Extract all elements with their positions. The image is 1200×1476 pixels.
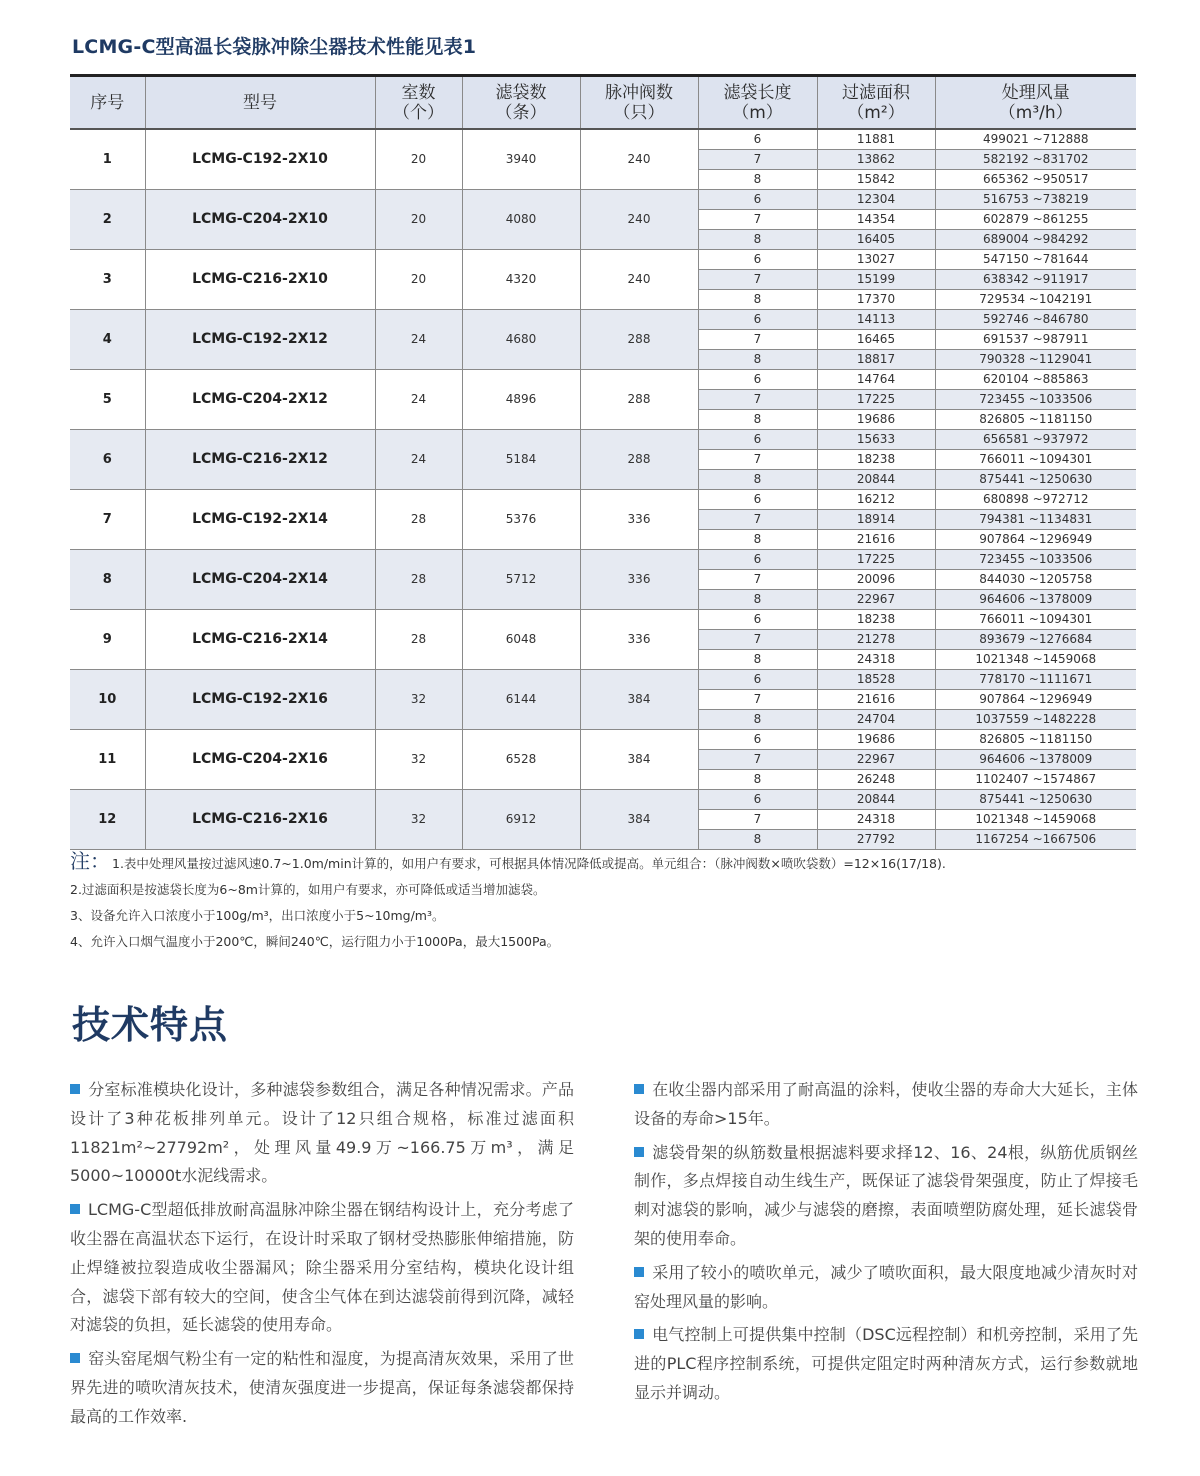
cell-air-volume: 778170 ~1111671 bbox=[935, 670, 1136, 690]
cell-filter-area: 18238 bbox=[817, 610, 935, 630]
cell-rooms: 24 bbox=[375, 370, 462, 430]
cell-bag-length: 6 bbox=[698, 730, 817, 750]
cell-valves: 288 bbox=[580, 370, 698, 430]
square-bullet-icon bbox=[634, 1147, 644, 1157]
cell-rooms: 28 bbox=[375, 490, 462, 550]
header-seq: 序号 bbox=[70, 76, 145, 130]
header-model: 型号 bbox=[145, 76, 375, 130]
cell-air-volume: 826805 ~1181150 bbox=[935, 730, 1136, 750]
cell-filter-area: 20096 bbox=[817, 570, 935, 590]
feature-item: 滤袋骨架的纵筋数量根据滤料要求择12、16、24根，纵筋优质钢丝制作，多点焊接自动生线生产，既保证了滤袋骨架强度，防止了焊接毛刺对滤袋的影响，减少与滤袋的磨擦，表面喷塑防腐处理，延长滤袋骨架的使用奉命。 bbox=[634, 1142, 1138, 1248]
cell-filter-area: 17225 bbox=[817, 550, 935, 570]
cell-air-volume: 665362 ~950517 bbox=[935, 170, 1136, 190]
cell-bags: 5712 bbox=[462, 550, 580, 610]
cell-model: LCMG-C204-2X10 bbox=[145, 190, 375, 250]
cell-bags: 5184 bbox=[462, 430, 580, 490]
cell-bag-length: 7 bbox=[698, 810, 817, 830]
notes bbox=[70, 848, 946, 955]
cell-bags: 5376 bbox=[462, 490, 580, 550]
cell-air-volume: 499021 ~712888 bbox=[935, 129, 1136, 150]
cell-filter-area: 14354 bbox=[817, 210, 935, 230]
table-row bbox=[70, 190, 1136, 210]
cell-bag-length: 8 bbox=[698, 770, 817, 790]
table-row bbox=[70, 250, 1136, 270]
cell-model: LCMG-C192-2X14 bbox=[145, 490, 375, 550]
cell-model: LCMG-C192-2X16 bbox=[145, 670, 375, 730]
feature-item: 在收尘器内部采用了耐高温的涂料，使收尘器的寿命大大延长，主体设备的寿命>15年。 bbox=[634, 1080, 1138, 1128]
cell-model: LCMG-C192-2X12 bbox=[145, 310, 375, 370]
cell-valves: 336 bbox=[580, 550, 698, 610]
cell-bag-length: 7 bbox=[698, 750, 817, 770]
cell-seq: 11 bbox=[70, 730, 145, 790]
cell-bag-length: 8 bbox=[698, 410, 817, 430]
cell-bag-length: 7 bbox=[698, 270, 817, 290]
cell-air-volume: 964606 ~1378009 bbox=[935, 590, 1136, 610]
table-row bbox=[70, 370, 1136, 390]
cell-air-volume: 723455 ~1033506 bbox=[935, 550, 1136, 570]
table-row bbox=[70, 310, 1136, 330]
cell-filter-area: 15633 bbox=[817, 430, 935, 450]
table-header-row bbox=[70, 76, 1136, 130]
cell-air-volume: 1167254 ~1667506 bbox=[935, 830, 1136, 850]
cell-bag-length: 7 bbox=[698, 630, 817, 650]
cell-model: LCMG-C216-2X12 bbox=[145, 430, 375, 490]
cell-filter-area: 18914 bbox=[817, 510, 935, 530]
cell-filter-area: 16405 bbox=[817, 230, 935, 250]
square-bullet-icon bbox=[634, 1267, 644, 1277]
cell-rooms: 32 bbox=[375, 670, 462, 730]
cell-valves: 288 bbox=[580, 430, 698, 490]
cell-model: LCMG-C216-2X14 bbox=[145, 610, 375, 670]
note-line-3: 3、设备允许入口浓度小于100g/m³，出口浓度小于5~10mg/m³。 bbox=[70, 908, 445, 923]
cell-bag-length: 7 bbox=[698, 690, 817, 710]
cell-air-volume: 790328 ~1129041 bbox=[935, 350, 1136, 370]
cell-filter-area: 18238 bbox=[817, 450, 935, 470]
cell-bag-length: 6 bbox=[698, 610, 817, 630]
cell-bags: 6048 bbox=[462, 610, 580, 670]
header-valves: 脉冲阀数 （只） bbox=[580, 76, 698, 130]
cell-filter-area: 18528 bbox=[817, 670, 935, 690]
cell-bag-length: 6 bbox=[698, 430, 817, 450]
cell-filter-area: 22967 bbox=[817, 750, 935, 770]
cell-rooms: 24 bbox=[375, 310, 462, 370]
table-row bbox=[70, 610, 1136, 630]
cell-air-volume: 826805 ~1181150 bbox=[935, 410, 1136, 430]
cell-bag-length: 8 bbox=[698, 530, 817, 550]
note-line-4: 4、允许入口烟气温度小于200℃，瞬间240℃，运行阻力小于1000Pa，最大1500Pa。 bbox=[70, 934, 560, 949]
cell-bag-length: 6 bbox=[698, 129, 817, 150]
header-bag-length: 滤袋长度 （m） bbox=[698, 76, 817, 130]
cell-air-volume: 964606 ~1378009 bbox=[935, 750, 1136, 770]
cell-bags: 6528 bbox=[462, 730, 580, 790]
cell-filter-area: 11881 bbox=[817, 129, 935, 150]
cell-model: LCMG-C216-2X16 bbox=[145, 790, 375, 850]
table-row bbox=[70, 790, 1136, 810]
cell-air-volume: 1021348 ~1459068 bbox=[935, 810, 1136, 830]
cell-filter-area: 26248 bbox=[817, 770, 935, 790]
square-bullet-icon bbox=[634, 1084, 644, 1094]
cell-filter-area: 13862 bbox=[817, 150, 935, 170]
cell-filter-area: 27792 bbox=[817, 830, 935, 850]
cell-filter-area: 19686 bbox=[817, 410, 935, 430]
cell-bag-length: 7 bbox=[698, 210, 817, 230]
cell-air-volume: 656581 ~937972 bbox=[935, 430, 1136, 450]
cell-model: LCMG-C204-2X12 bbox=[145, 370, 375, 430]
cell-filter-area: 17225 bbox=[817, 390, 935, 410]
cell-bags: 4896 bbox=[462, 370, 580, 430]
cell-valves: 336 bbox=[580, 490, 698, 550]
cell-bag-length: 8 bbox=[698, 650, 817, 670]
cell-valves: 384 bbox=[580, 730, 698, 790]
feature-item: 分室标准模块化设计，多种滤袋参数组合，满足各种情况需求。产品设计了3种花板排列单元。设计了12只组合规格，标准过滤面积11821m²~27792m²，处理风量49.9万~166.75万m³，满足5000~10000t水泥线需求。 bbox=[70, 1080, 574, 1186]
cell-air-volume: 1102407 ~1574867 bbox=[935, 770, 1136, 790]
cell-air-volume: 1021348 ~1459068 bbox=[935, 650, 1136, 670]
cell-bag-length: 8 bbox=[698, 230, 817, 250]
cell-filter-area: 16465 bbox=[817, 330, 935, 350]
spec-table bbox=[70, 74, 1136, 850]
cell-bags: 4680 bbox=[462, 310, 580, 370]
cell-bag-length: 7 bbox=[698, 150, 817, 170]
cell-air-volume: 875441 ~1250630 bbox=[935, 470, 1136, 490]
cell-rooms: 24 bbox=[375, 430, 462, 490]
cell-model: LCMG-C204-2X14 bbox=[145, 550, 375, 610]
table-row bbox=[70, 430, 1136, 450]
cell-seq: 8 bbox=[70, 550, 145, 610]
cell-seq: 5 bbox=[70, 370, 145, 430]
cell-rooms: 32 bbox=[375, 790, 462, 850]
cell-valves: 240 bbox=[580, 129, 698, 190]
cell-valves: 336 bbox=[580, 610, 698, 670]
note-line-2: 2.过滤面积是按滤袋长度为6~8m计算的，如用户有要求，亦可降低或适当增加滤袋。 bbox=[70, 882, 546, 897]
cell-filter-area: 21616 bbox=[817, 690, 935, 710]
table-title: LCMG-C型高温长袋脉冲除尘器技术性能见表1 bbox=[72, 36, 477, 58]
cell-seq: 3 bbox=[70, 250, 145, 310]
cell-model: LCMG-C192-2X10 bbox=[145, 129, 375, 190]
cell-rooms: 20 bbox=[375, 190, 462, 250]
cell-air-volume: 723455 ~1033506 bbox=[935, 390, 1136, 410]
cell-bags: 6912 bbox=[462, 790, 580, 850]
cell-bag-length: 8 bbox=[698, 170, 817, 190]
cell-bag-length: 8 bbox=[698, 590, 817, 610]
table-row bbox=[70, 730, 1136, 750]
header-rooms: 室数 （个） bbox=[375, 76, 462, 130]
cell-bag-length: 8 bbox=[698, 350, 817, 370]
table-row bbox=[70, 490, 1136, 510]
cell-air-volume: 547150 ~781644 bbox=[935, 250, 1136, 270]
cell-filter-area: 24318 bbox=[817, 810, 935, 830]
cell-bag-length: 8 bbox=[698, 710, 817, 730]
cell-filter-area: 21278 bbox=[817, 630, 935, 650]
cell-air-volume: 907864 ~1296949 bbox=[935, 690, 1136, 710]
cell-air-volume: 907864 ~1296949 bbox=[935, 530, 1136, 550]
cell-air-volume: 638342 ~911917 bbox=[935, 270, 1136, 290]
cell-filter-area: 15842 bbox=[817, 170, 935, 190]
cell-filter-area: 18817 bbox=[817, 350, 935, 370]
cell-air-volume: 794381 ~1134831 bbox=[935, 510, 1136, 530]
cell-seq: 12 bbox=[70, 790, 145, 850]
cell-filter-area: 22967 bbox=[817, 590, 935, 610]
cell-bag-length: 6 bbox=[698, 190, 817, 210]
cell-bags: 3940 bbox=[462, 129, 580, 190]
note-line-1: 注： 1.表中处理风量按过滤风速0.7~1.0m/min计算的，如用户有要求，可根据具体情况降低或提高。单元组合：（脉冲阀数×喷吹袋数）=12×16(17/18). bbox=[70, 849, 946, 873]
cell-bag-length: 6 bbox=[698, 310, 817, 330]
cell-valves: 384 bbox=[580, 670, 698, 730]
cell-valves: 384 bbox=[580, 790, 698, 850]
cell-bag-length: 6 bbox=[698, 250, 817, 270]
cell-valves: 288 bbox=[580, 310, 698, 370]
cell-seq: 4 bbox=[70, 310, 145, 370]
cell-filter-area: 14113 bbox=[817, 310, 935, 330]
cell-bag-length: 7 bbox=[698, 510, 817, 530]
cell-seq: 7 bbox=[70, 490, 145, 550]
cell-bag-length: 8 bbox=[698, 470, 817, 490]
table-row bbox=[70, 670, 1136, 690]
cell-air-volume: 875441 ~1250630 bbox=[935, 790, 1136, 810]
features-title: 技术特点 bbox=[72, 1003, 229, 1047]
header-air-volume: 处理风量 （m³/h） bbox=[935, 76, 1136, 130]
square-bullet-icon bbox=[70, 1353, 80, 1363]
cell-seq: 1 bbox=[70, 129, 145, 190]
cell-bag-length: 6 bbox=[698, 550, 817, 570]
table-row bbox=[70, 129, 1136, 150]
feature-item: 窑头窑尾烟气粉尘有一定的粘性和湿度，为提高清灰效果，采用了世界先进的喷吹清灰技术，使清灰强度进一步提高，保证每条滤袋都保持最高的工作效率. bbox=[70, 1349, 574, 1426]
cell-bag-length: 7 bbox=[698, 570, 817, 590]
feature-item: 采用了较小的喷吹单元，减少了喷吹面积，最大限度地减少清灰时对窑处理风量的影响。 bbox=[634, 1262, 1138, 1311]
cell-air-volume: 582192 ~831702 bbox=[935, 150, 1136, 170]
cell-valves: 240 bbox=[580, 250, 698, 310]
cell-bag-length: 6 bbox=[698, 790, 817, 810]
cell-filter-area: 20844 bbox=[817, 470, 935, 490]
square-bullet-icon bbox=[70, 1084, 80, 1094]
cell-rooms: 28 bbox=[375, 610, 462, 670]
cell-air-volume: 1037559 ~1482228 bbox=[935, 710, 1136, 730]
table-row bbox=[70, 550, 1136, 570]
cell-seq: 6 bbox=[70, 430, 145, 490]
notes-label: 注： bbox=[70, 849, 110, 873]
header-filter-area: 过滤面积 （m²） bbox=[817, 76, 935, 130]
cell-filter-area: 24704 bbox=[817, 710, 935, 730]
cell-air-volume: 592746 ~846780 bbox=[935, 310, 1136, 330]
cell-filter-area: 12304 bbox=[817, 190, 935, 210]
header-bags: 滤袋数 （条） bbox=[462, 76, 580, 130]
cell-filter-area: 20844 bbox=[817, 790, 935, 810]
cell-air-volume: 766011 ~1094301 bbox=[935, 450, 1136, 470]
cell-model: LCMG-C204-2X16 bbox=[145, 730, 375, 790]
cell-air-volume: 689004 ~984292 bbox=[935, 230, 1136, 250]
cell-air-volume: 602879 ~861255 bbox=[935, 210, 1136, 230]
cell-valves: 240 bbox=[580, 190, 698, 250]
cell-bags: 4320 bbox=[462, 250, 580, 310]
cell-seq: 10 bbox=[70, 670, 145, 730]
cell-seq: 2 bbox=[70, 190, 145, 250]
cell-bag-length: 7 bbox=[698, 390, 817, 410]
cell-model: LCMG-C216-2X10 bbox=[145, 250, 375, 310]
square-bullet-icon bbox=[70, 1204, 80, 1214]
cell-filter-area: 17370 bbox=[817, 290, 935, 310]
cell-bag-length: 8 bbox=[698, 290, 817, 310]
cell-air-volume: 844030 ~1205758 bbox=[935, 570, 1136, 590]
cell-bag-length: 7 bbox=[698, 450, 817, 470]
cell-bag-length: 6 bbox=[698, 670, 817, 690]
cell-air-volume: 680898 ~972712 bbox=[935, 490, 1136, 510]
cell-air-volume: 620104 ~885863 bbox=[935, 370, 1136, 390]
cell-air-volume: 893679 ~1276684 bbox=[935, 630, 1136, 650]
spec-table-body bbox=[70, 129, 1136, 850]
cell-bag-length: 6 bbox=[698, 490, 817, 510]
cell-filter-area: 15199 bbox=[817, 270, 935, 290]
cell-air-volume: 729534 ~1042191 bbox=[935, 290, 1136, 310]
cell-rooms: 20 bbox=[375, 250, 462, 310]
cell-rooms: 28 bbox=[375, 550, 462, 610]
cell-air-volume: 516753 ~738219 bbox=[935, 190, 1136, 210]
cell-air-volume: 691537 ~987911 bbox=[935, 330, 1136, 350]
cell-air-volume: 766011 ~1094301 bbox=[935, 610, 1136, 630]
cell-bag-length: 7 bbox=[698, 330, 817, 350]
cell-filter-area: 24318 bbox=[817, 650, 935, 670]
cell-rooms: 32 bbox=[375, 730, 462, 790]
cell-filter-area: 13027 bbox=[817, 250, 935, 270]
feature-item: 电气控制上可提供集中控制（DSC远程控制）和机旁控制，采用了先进的PLC程序控制系统，可提供定阻定时两种清灰方式，运行参数就地显示并调动。 bbox=[634, 1325, 1138, 1402]
cell-bag-length: 8 bbox=[698, 830, 817, 850]
cell-rooms: 20 bbox=[375, 129, 462, 190]
cell-bags: 4080 bbox=[462, 190, 580, 250]
features-left-column bbox=[70, 1076, 574, 1437]
cell-filter-area: 16212 bbox=[817, 490, 935, 510]
cell-filter-area: 14764 bbox=[817, 370, 935, 390]
features-right-column bbox=[634, 1076, 1138, 1413]
cell-bag-length: 6 bbox=[698, 370, 817, 390]
feature-item: LCMG-C型超低排放耐高温脉冲除尘器在钢结构设计上，充分考虑了收尘器在高温状态下运行，在设计时采取了钢材受热膨胀伸缩措施，防止焊缝被拉裂造成收尘器漏风；除尘器采用分室结构，模块化设计组合，滤袋下部有较大的空间，使含尘气体在到达滤袋前得到沉降，减轻对滤袋的负担，延长滤袋的使用寿命。 bbox=[70, 1200, 574, 1335]
cell-filter-area: 19686 bbox=[817, 730, 935, 750]
square-bullet-icon bbox=[634, 1329, 644, 1339]
cell-bags: 6144 bbox=[462, 670, 580, 730]
cell-seq: 9 bbox=[70, 610, 145, 670]
cell-filter-area: 21616 bbox=[817, 530, 935, 550]
